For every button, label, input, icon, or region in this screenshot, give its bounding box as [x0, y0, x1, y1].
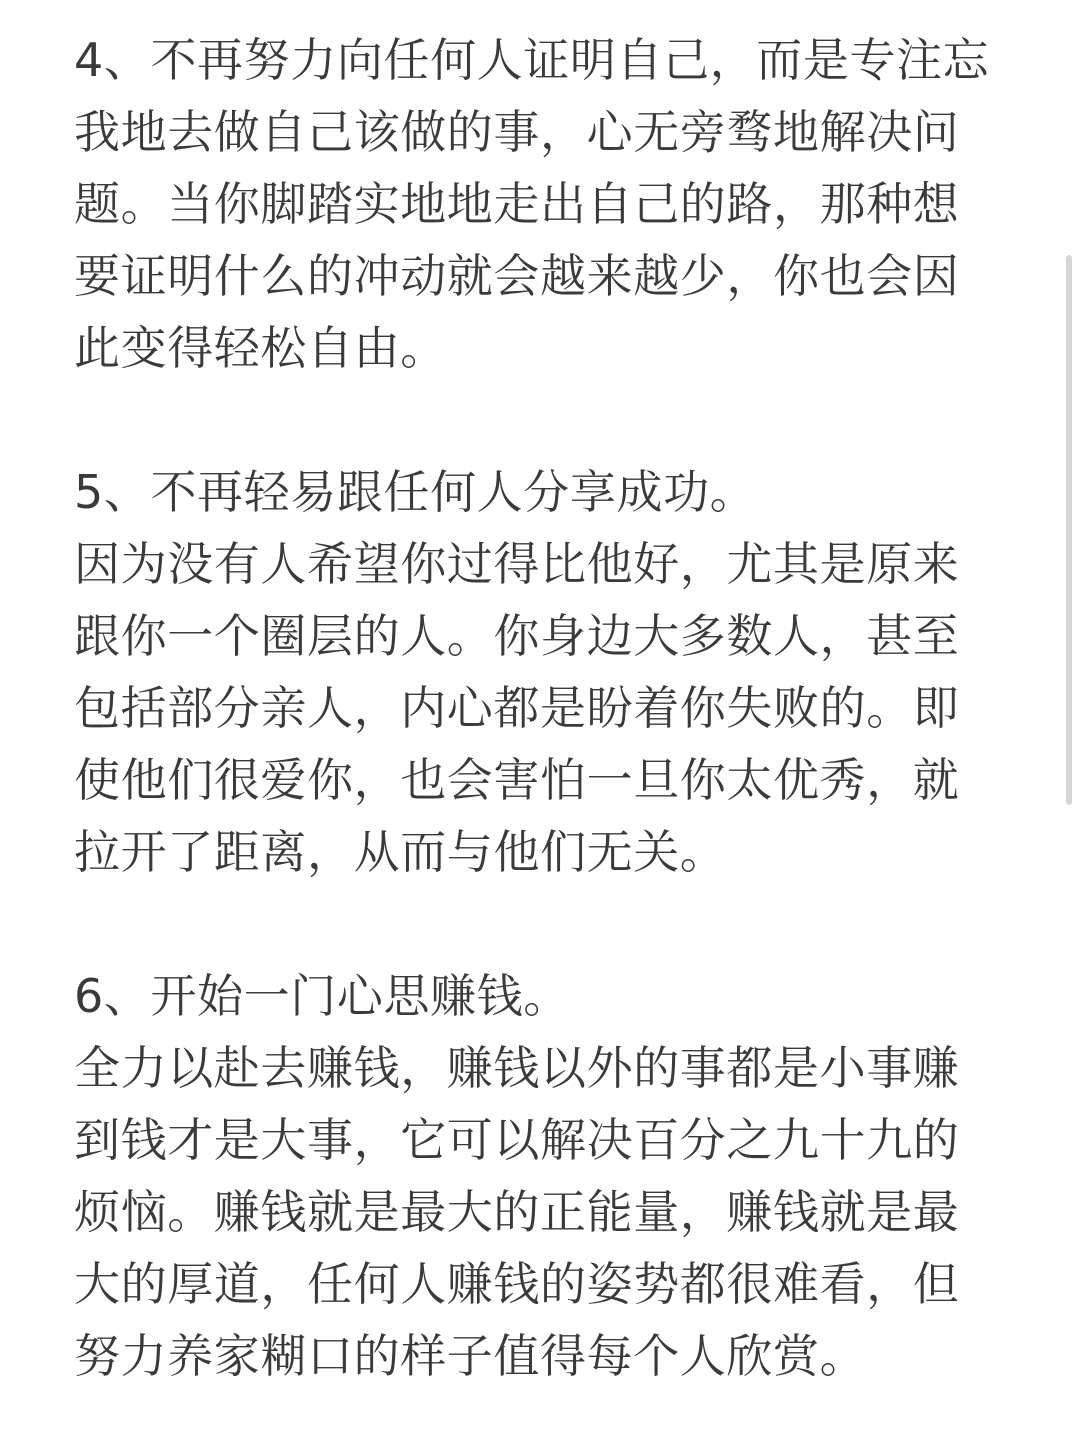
text-line: 大的厚道，任何人赚钱的姿势都很难看，但 — [74, 1257, 960, 1311]
text-line: 题。当你脚踏实地地走出自己的路，那种想 — [74, 177, 960, 231]
text-line: 到钱才是大事，它可以解决百分之九十九的 — [74, 1113, 960, 1167]
section-heading: 5、不再轻易跟任何人分享成功。 — [74, 465, 757, 519]
text-line: 我地去做自己该做的事，心无旁骛地解决问 — [74, 105, 960, 159]
article-body — [74, 24, 1014, 1392]
text-line: 烦恼。赚钱就是最大的正能量，赚钱就是最 — [74, 1185, 960, 1239]
text-line: 跟你一个圈层的人。你身边大多数人，甚至 — [74, 609, 960, 663]
text-line: 使他们很爱你，也会害怕一旦你太优秀，就 — [74, 753, 960, 807]
paragraph-gap — [74, 888, 1014, 960]
section-heading: 6、开始一门心思赚钱。 — [74, 969, 570, 1023]
paragraph-gap — [74, 384, 1014, 456]
section-5 — [74, 456, 1014, 888]
text-line: 拉开了距离，从而与他们无关。 — [74, 825, 727, 879]
text-line: 4、不再努力向任何人证明自己，而是专注忘 — [74, 33, 990, 87]
text-line: 要证明什么的冲动就会越来越少，你也会因 — [74, 249, 960, 303]
text-line: 努力养家糊口的样子值得每个人欣赏。 — [74, 1329, 867, 1383]
text-line: 此变得轻松自由。 — [74, 321, 447, 375]
text-line: 包括部分亲人，内心都是盼着你失败的。即 — [74, 681, 960, 735]
text-line: 因为没有人希望你过得比他好，尤其是原来 — [74, 537, 960, 591]
section-6 — [74, 960, 1014, 1392]
section-4 — [74, 24, 1014, 384]
vertical-scrollbar[interactable] — [1066, 255, 1072, 805]
text-line: 全力以赴去赚钱，赚钱以外的事都是小事赚 — [74, 1041, 960, 1095]
